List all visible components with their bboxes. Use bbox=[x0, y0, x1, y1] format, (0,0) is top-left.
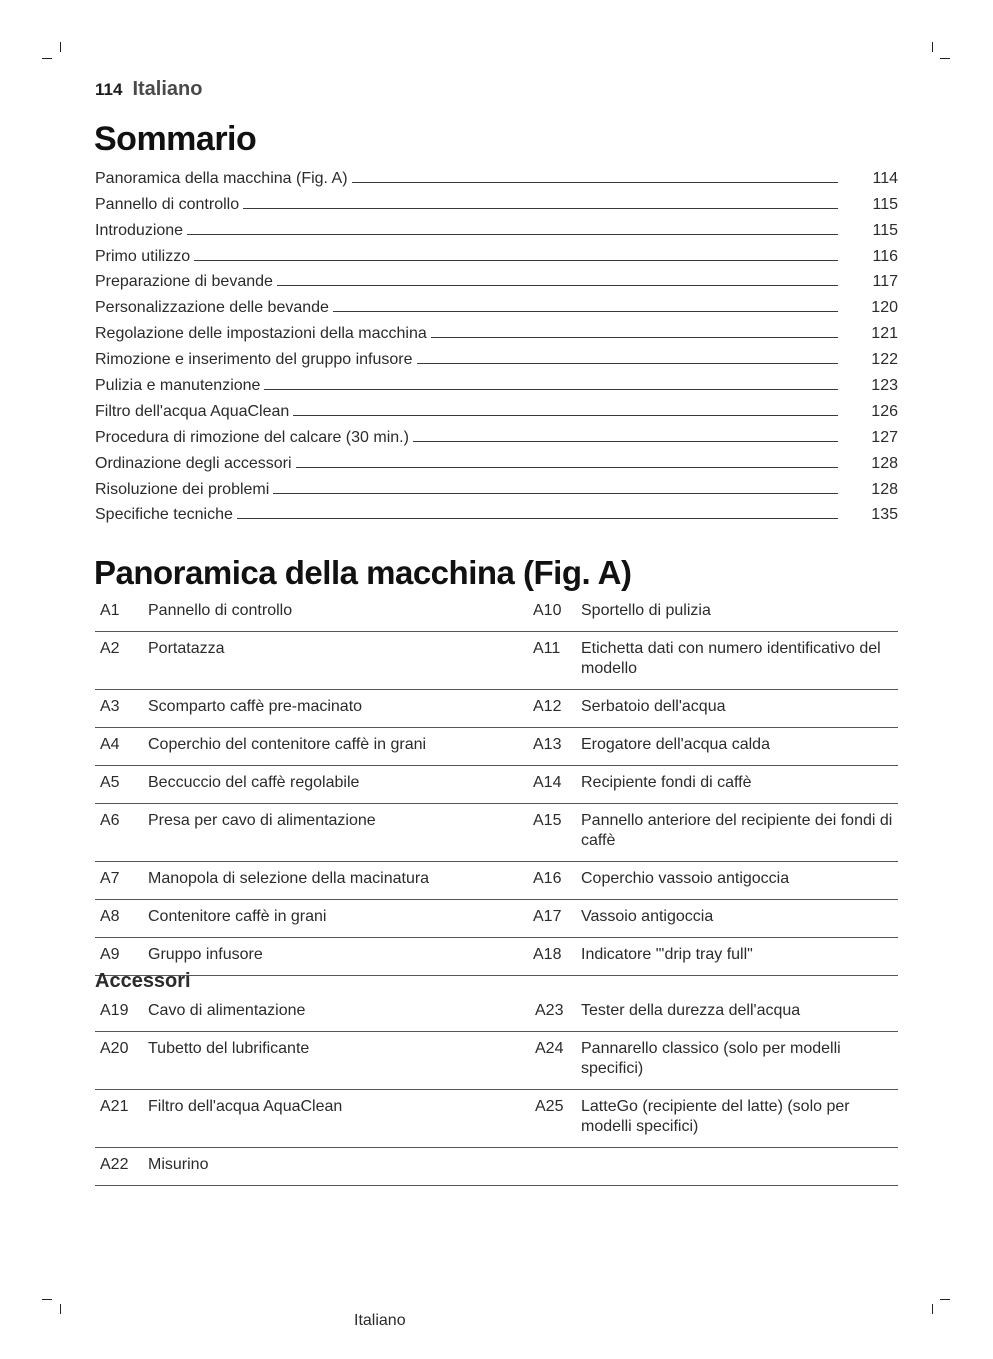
parts-row bbox=[95, 804, 898, 862]
toc-entry-page: 122 bbox=[871, 351, 898, 369]
toc-leader-line bbox=[243, 208, 838, 209]
part-description: Gruppo infusore bbox=[148, 946, 263, 963]
toc-leader-line bbox=[293, 415, 838, 416]
toc-entry-label: Pulizia e manutenzione bbox=[95, 377, 261, 395]
toc-entry-label: Preparazione di bevande bbox=[95, 273, 273, 291]
parts-row bbox=[95, 1090, 898, 1148]
crop-mark bbox=[940, 58, 950, 59]
part-code: A18 bbox=[533, 946, 562, 963]
accessories-parts-table bbox=[95, 994, 898, 1186]
toc-entry[interactable] bbox=[95, 188, 898, 214]
parts-row bbox=[95, 728, 898, 766]
part-code: A16 bbox=[533, 870, 562, 887]
crop-mark bbox=[60, 1304, 61, 1314]
toc-leader-line bbox=[413, 441, 838, 442]
accessories-heading: Accessori bbox=[95, 970, 191, 992]
toc-entry-label: Filtro dell'acqua AquaClean bbox=[95, 402, 290, 420]
part-description: Presa per cavo di alimentazione bbox=[148, 812, 376, 829]
part-code: A9 bbox=[100, 946, 120, 963]
part-code bbox=[533, 1148, 581, 1186]
part-description: Tubetto del lubrificante bbox=[148, 1040, 310, 1057]
toc-entry-label: Specifiche tecniche bbox=[95, 506, 233, 524]
part-code: A19 bbox=[100, 1002, 129, 1019]
toc-entry[interactable] bbox=[95, 369, 898, 395]
page-number: 114 bbox=[95, 80, 123, 99]
toc-entry[interactable] bbox=[95, 214, 898, 240]
toc-entry-page: 128 bbox=[871, 454, 898, 472]
toc-entry-page: 128 bbox=[871, 480, 898, 498]
part-description: Serbatoio dell'acqua bbox=[581, 698, 726, 715]
part-description: Vassoio antigoccia bbox=[581, 908, 714, 925]
part-code: A10 bbox=[533, 602, 562, 619]
part-description: Beccuccio del caffè regolabile bbox=[148, 774, 360, 791]
toc-entry[interactable] bbox=[95, 266, 898, 292]
part-code: A11 bbox=[533, 640, 561, 657]
part-description: Cavo di alimentazione bbox=[148, 1002, 306, 1019]
part-code: A2 bbox=[100, 640, 120, 657]
parts-row bbox=[95, 994, 898, 1032]
toc-leader-line bbox=[237, 518, 838, 519]
crop-mark bbox=[932, 1304, 933, 1314]
toc-leader-line bbox=[352, 182, 838, 183]
toc-leader-line bbox=[187, 234, 838, 235]
toc-leader-line bbox=[417, 363, 838, 364]
toc-entry[interactable] bbox=[95, 291, 898, 317]
crop-mark bbox=[940, 1299, 950, 1300]
part-description: Sportello di pulizia bbox=[581, 602, 711, 619]
toc-entry-page: 115 bbox=[872, 221, 898, 239]
part-code: A13 bbox=[533, 736, 562, 753]
part-description: Pannello di controllo bbox=[148, 602, 293, 619]
part-code: A6 bbox=[100, 812, 120, 829]
parts-row bbox=[95, 900, 898, 938]
toc-entry-page: 121 bbox=[871, 325, 898, 343]
toc-leader-line bbox=[194, 260, 838, 261]
header-language: Italiano bbox=[132, 78, 203, 100]
part-description bbox=[581, 1148, 898, 1186]
overview-parts-table bbox=[95, 594, 898, 976]
part-description: LatteGo (recipiente del latte) (solo per modelli specifici) bbox=[581, 1098, 850, 1135]
part-code: A8 bbox=[100, 908, 120, 925]
part-code: A15 bbox=[533, 812, 562, 829]
parts-row bbox=[95, 1148, 898, 1186]
toc-entry[interactable] bbox=[95, 317, 898, 343]
part-code: A4 bbox=[100, 736, 120, 753]
part-description: Recipiente fondi di caffè bbox=[581, 774, 752, 791]
toc-entry-label: Pannello di controllo bbox=[95, 195, 240, 213]
toc-entry[interactable] bbox=[95, 240, 898, 266]
part-code: A23 bbox=[535, 1002, 564, 1019]
toc-entry-page: 115 bbox=[872, 195, 898, 213]
part-description: Contenitore caffè in grani bbox=[148, 908, 327, 925]
crop-mark bbox=[42, 58, 52, 59]
part-code: A3 bbox=[100, 698, 120, 715]
part-code: A24 bbox=[535, 1040, 564, 1057]
part-description: Manopola di selezione della macinatura bbox=[148, 870, 430, 887]
parts-row bbox=[95, 938, 898, 976]
part-description: Portatazza bbox=[148, 640, 225, 657]
crop-mark bbox=[60, 42, 61, 52]
toc-entry[interactable] bbox=[95, 473, 898, 499]
toc-entry[interactable] bbox=[95, 395, 898, 421]
toc-entry-label: Ordinazione degli accessori bbox=[95, 454, 292, 472]
toc-leader-line bbox=[333, 311, 838, 312]
toc-entry[interactable] bbox=[95, 162, 898, 188]
part-description: Tester della durezza dell'acqua bbox=[581, 1002, 801, 1019]
toc-entry-page: 114 bbox=[872, 169, 898, 187]
toc-entry[interactable] bbox=[95, 421, 898, 447]
overview-title: Panoramica della macchina (Fig. A) bbox=[94, 554, 632, 591]
part-description: Pannarello classico (solo per modelli specifici) bbox=[581, 1040, 841, 1077]
page-footer: Italiano bbox=[354, 1312, 406, 1329]
crop-mark bbox=[42, 1299, 52, 1300]
part-description: Erogatore dell'acqua calda bbox=[581, 736, 770, 753]
toc-entry-label: Procedura di rimozione del calcare (30 min.) bbox=[95, 428, 409, 446]
toc-leader-line bbox=[277, 285, 838, 286]
toc-leader-line bbox=[431, 337, 838, 338]
toc-entry[interactable] bbox=[95, 499, 898, 525]
crop-mark bbox=[932, 42, 933, 52]
table-of-contents bbox=[95, 162, 898, 524]
toc-entry-label: Introduzione bbox=[95, 221, 184, 239]
part-code: A17 bbox=[533, 908, 562, 925]
part-description: Misurino bbox=[148, 1156, 209, 1173]
toc-entry-page: 117 bbox=[872, 273, 898, 291]
toc-entry-page: 120 bbox=[871, 299, 898, 317]
part-code: A21 bbox=[100, 1098, 129, 1115]
toc-title: Sommario bbox=[94, 120, 257, 158]
part-code: A22 bbox=[100, 1156, 129, 1173]
toc-leader-line bbox=[264, 389, 838, 390]
toc-leader-line bbox=[296, 467, 838, 468]
part-description: Filtro dell'acqua AquaClean bbox=[148, 1098, 343, 1115]
toc-leader-line bbox=[273, 493, 838, 494]
part-description: Indicatore "'drip tray full" bbox=[581, 946, 753, 963]
part-code: A1 bbox=[100, 602, 120, 619]
page-header bbox=[95, 78, 202, 101]
part-description: Coperchio del contenitore caffè in grani bbox=[148, 736, 427, 753]
part-description: Etichetta dati con numero identificativo del modello bbox=[581, 640, 881, 677]
parts-row bbox=[95, 594, 898, 632]
parts-row bbox=[95, 690, 898, 728]
toc-entry-label: Risoluzione dei problemi bbox=[95, 480, 270, 498]
part-code: A20 bbox=[100, 1040, 129, 1057]
parts-row bbox=[95, 1032, 898, 1090]
toc-entry[interactable] bbox=[95, 343, 898, 369]
parts-row bbox=[95, 862, 898, 900]
part-code: A14 bbox=[533, 774, 562, 791]
parts-row bbox=[95, 632, 898, 690]
part-code: A7 bbox=[100, 870, 120, 887]
toc-entry-label: Rimozione e inserimento del gruppo infusore bbox=[95, 351, 413, 369]
toc-entry-page: 127 bbox=[871, 428, 898, 446]
toc-entry-page: 123 bbox=[871, 377, 898, 395]
part-description: Scomparto caffè pre-macinato bbox=[148, 698, 363, 715]
toc-entry[interactable] bbox=[95, 447, 898, 473]
toc-entry-label: Personalizzazione delle bevande bbox=[95, 299, 329, 317]
toc-entry-label: Primo utilizzo bbox=[95, 247, 191, 265]
toc-entry-label: Regolazione delle impostazioni della macchina bbox=[95, 325, 427, 343]
part-code: A12 bbox=[533, 698, 562, 715]
toc-entry-page: 116 bbox=[872, 247, 898, 265]
parts-row bbox=[95, 766, 898, 804]
toc-entry-page: 126 bbox=[871, 402, 898, 420]
toc-entry-label: Panoramica della macchina (Fig. A) bbox=[95, 169, 348, 187]
part-description: Pannello anteriore del recipiente dei fondi di caffè bbox=[581, 812, 893, 849]
part-description: Coperchio vassoio antigoccia bbox=[581, 870, 790, 887]
part-code: A5 bbox=[100, 774, 120, 791]
toc-entry-page: 135 bbox=[871, 506, 898, 524]
part-code: A25 bbox=[535, 1098, 564, 1115]
